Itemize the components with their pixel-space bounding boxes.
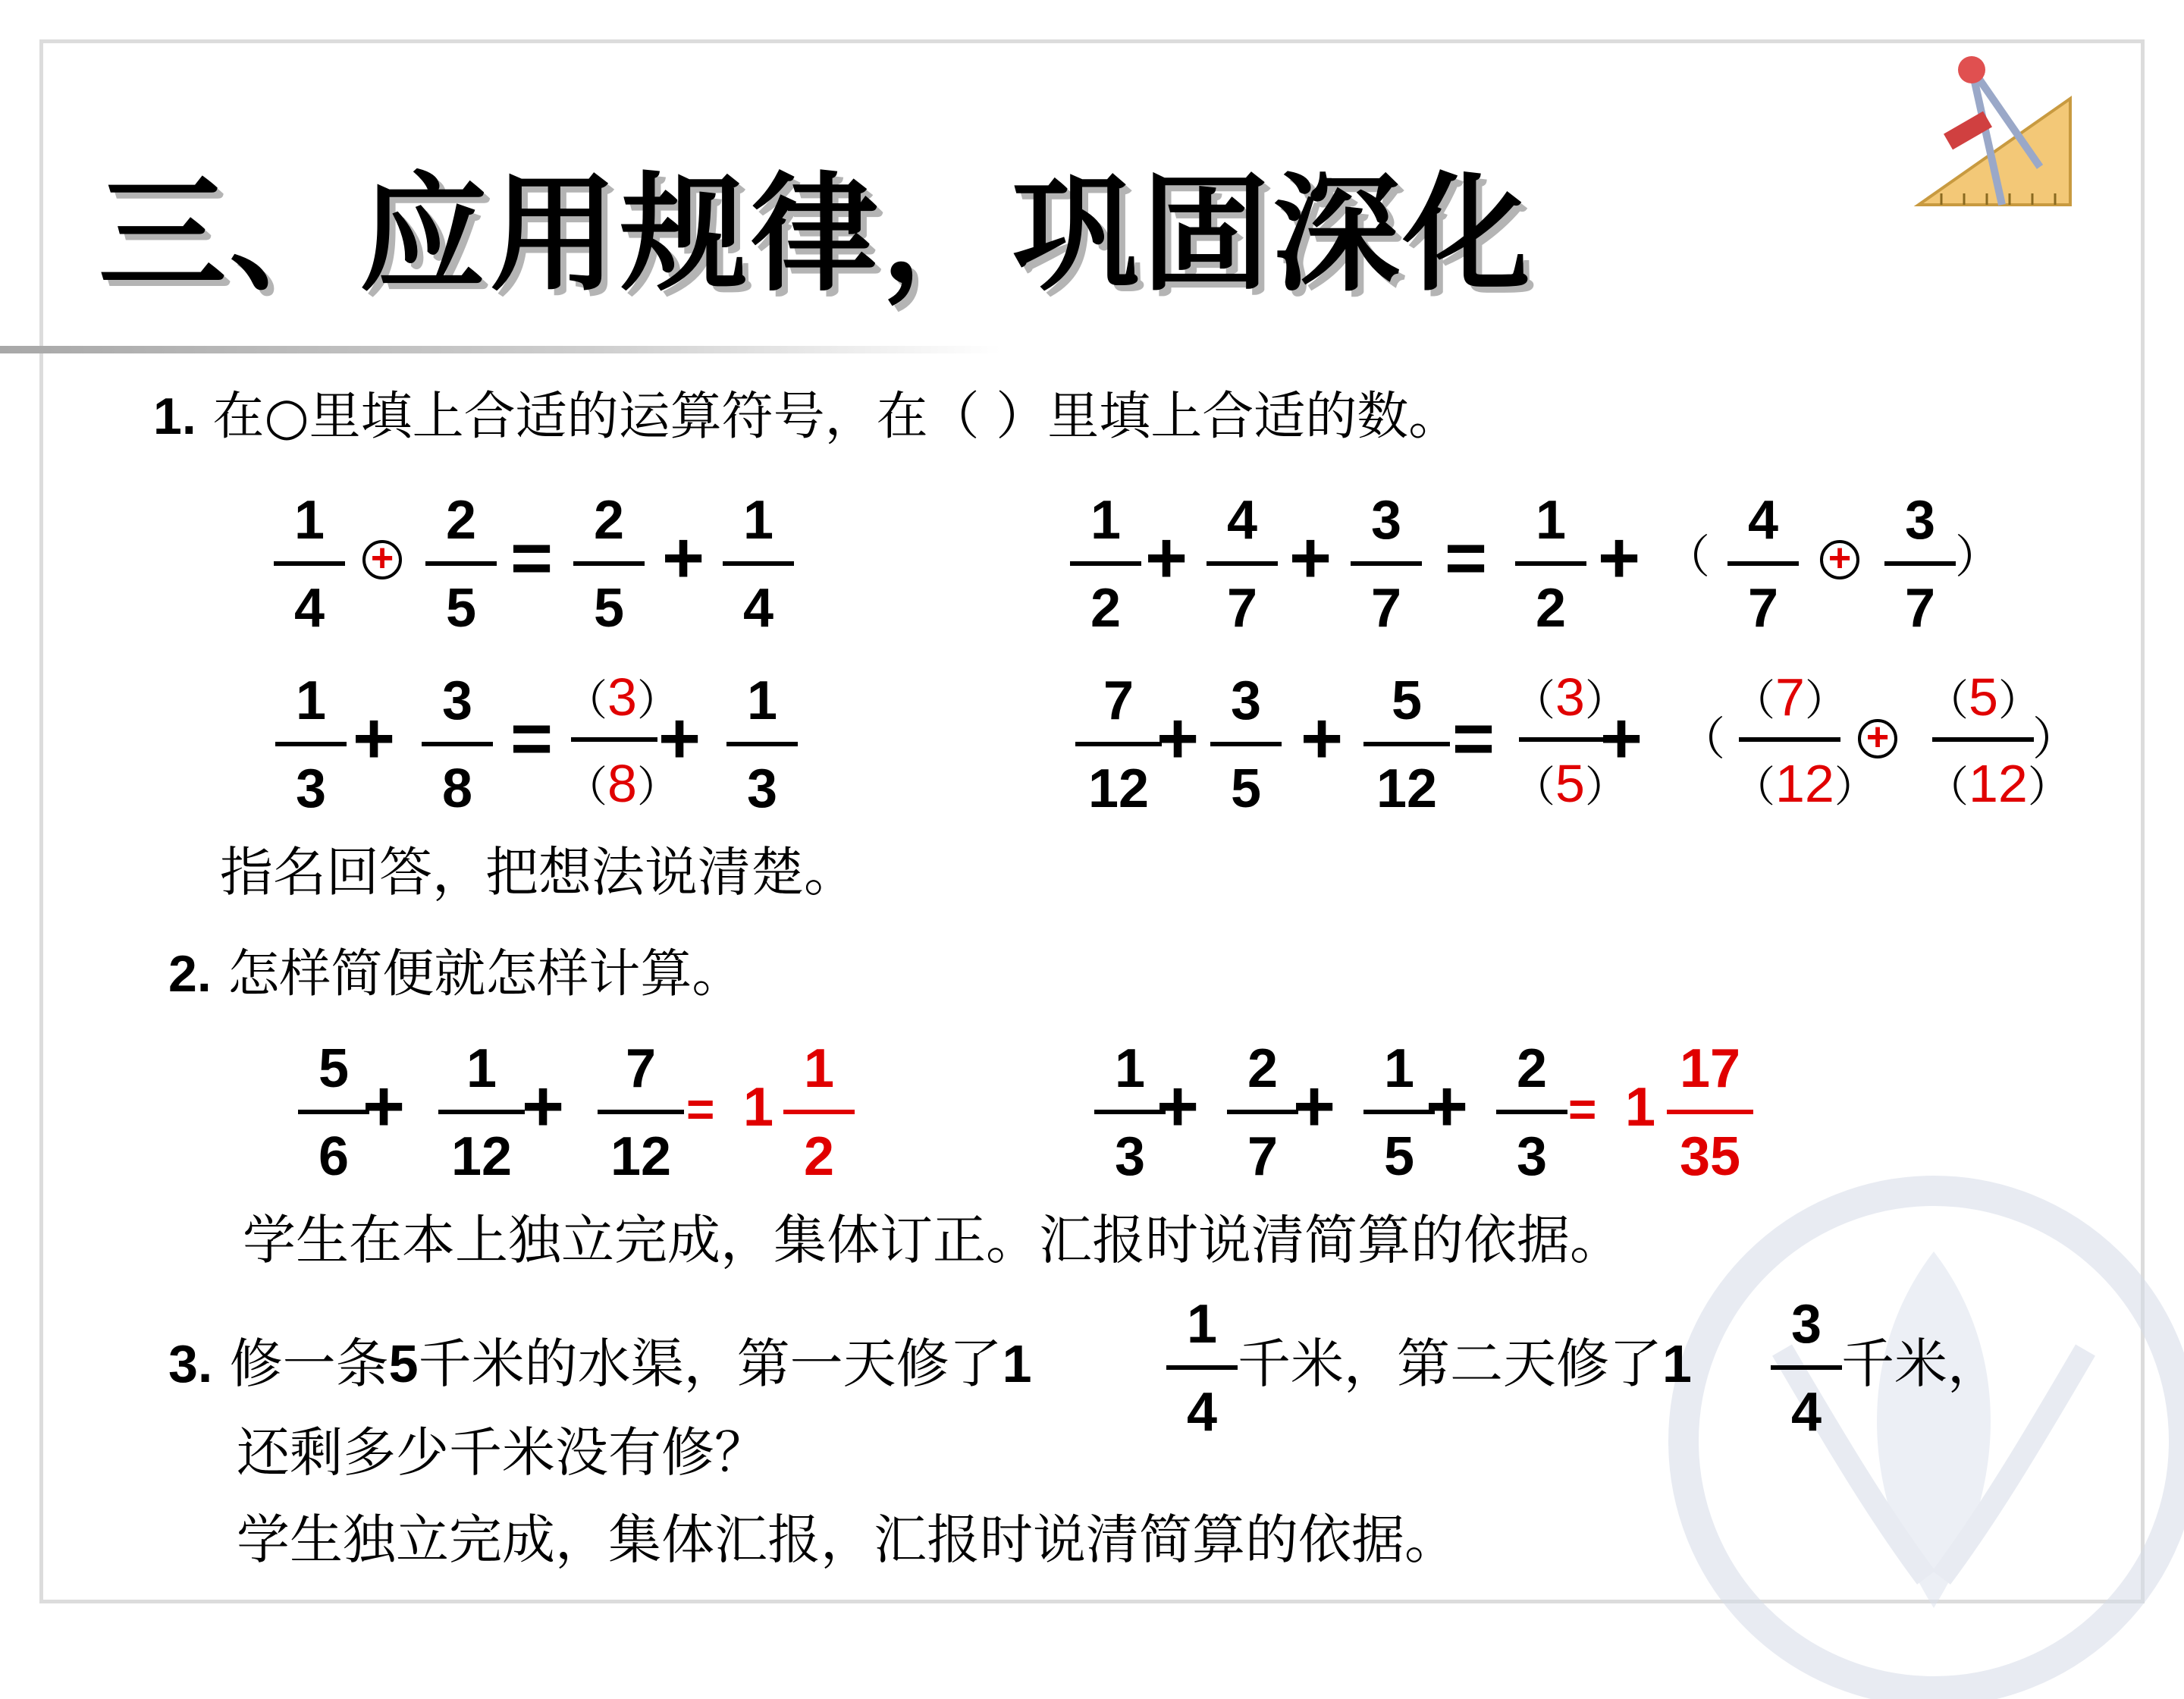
plus-sign: + (353, 698, 396, 779)
operator-circle[interactable]: + (1820, 540, 1859, 579)
equals-sign: = (686, 1082, 715, 1136)
plus-sign: + (1289, 517, 1332, 598)
fraction: 5 6 (292, 1041, 375, 1184)
q3-line1-mid: 千米，第二天修了1 (1238, 1333, 1692, 1395)
equals-sign: = (1568, 1082, 1597, 1136)
fraction: 2 3 (1490, 1041, 1574, 1184)
q2-number: 2. (168, 945, 212, 1003)
fraction: 1 4 (717, 493, 800, 636)
equals-sign: = (510, 698, 554, 779)
fraction: 4 7 (1200, 493, 1284, 636)
operator-circle[interactable]: + (1858, 719, 1897, 758)
title-rule (0, 346, 1001, 353)
answer-fraction[interactable]: （ 3 ） （ 5 ） (1513, 670, 1611, 810)
q1-number: 1. (153, 388, 196, 445)
answer-fraction: 17 35 (1661, 1041, 1759, 1184)
plus-sign: + (1293, 1066, 1336, 1147)
fraction: 1 2 (1064, 493, 1147, 636)
equals-sign: = (510, 517, 554, 598)
slide-title: 三、应用规律，巩固深化 (99, 160, 1533, 309)
fraction: 1 5 (1357, 1041, 1441, 1184)
plus-sign: + (1598, 517, 1641, 598)
plus-sign: + (522, 1066, 565, 1147)
fraction: 3 7 (1878, 493, 1962, 636)
q3-line2: 还剩多少千米没有修？ (237, 1421, 767, 1484)
plus-sign: + (362, 1066, 406, 1147)
plus-sign: + (1600, 698, 1643, 779)
q3-line1-end: 千米， (1841, 1333, 2000, 1395)
right-paren: ） (2032, 713, 2078, 766)
fraction: 2 5 (567, 493, 651, 636)
left-paren: （ (1680, 713, 1725, 766)
plus-sign: + (1426, 1066, 1469, 1147)
answer-fraction: 1 2 (777, 1041, 861, 1184)
fraction: 1 3 (720, 674, 804, 816)
plus-sign: + (1156, 698, 1200, 779)
q1-text: 在○里填上合适的运算符号，在（ ）里填上合适的数。 (212, 387, 1461, 447)
q1-instruction (153, 387, 1461, 447)
q2-note: 学生在本上独立完成，集体订正。汇报时说清简算的依据。 (243, 1209, 1623, 1271)
equals-sign: = (1452, 698, 1495, 779)
answer-whole: 1 (743, 1077, 774, 1138)
q3-line1: 3. 修一条5千米的水渠，第一天修了1 (168, 1333, 1032, 1395)
plus-sign: + (1301, 698, 1344, 779)
answer-fraction[interactable]: （ 5 ） （ 12 ） (1926, 670, 2040, 810)
right-paren: ） (1955, 531, 2000, 584)
q2-instruction (168, 944, 744, 1004)
plus-sign: + (1145, 517, 1188, 598)
fraction: 3 4 (1765, 1297, 1848, 1440)
fraction: 2 5 (419, 493, 503, 636)
q1-note: 指名回答，把想法说清楚。 (220, 841, 857, 903)
fraction: 2 7 (1221, 1041, 1304, 1184)
equals-sign: = (1445, 517, 1488, 598)
fraction: 7 12 (592, 1041, 690, 1184)
fraction: 1 3 (269, 674, 353, 816)
fraction: 1 2 (1509, 493, 1592, 636)
q3-note: 学生独立完成，集体汇报，汇报时说清简算的依据。 (237, 1509, 1458, 1571)
fraction: 1 4 (1160, 1297, 1244, 1440)
left-paren: （ (1665, 531, 1710, 584)
watermark-logo (1608, 1123, 2184, 1699)
compass-ruler-icon (1911, 53, 2085, 220)
fraction: 1 4 (268, 493, 351, 636)
fraction: 3 8 (416, 674, 499, 816)
fraction: 3 7 (1345, 493, 1428, 636)
fraction: 1 3 (1088, 1041, 1172, 1184)
answer-fraction[interactable]: （ 7 ） （ 12 ） (1733, 670, 1847, 810)
fraction: 1 12 (432, 1041, 531, 1184)
q2-text: 怎样简便就怎样计算。 (228, 944, 744, 1004)
fraction: 7 12 (1069, 674, 1168, 816)
plus-sign: + (658, 698, 701, 779)
fraction: 4 7 (1721, 493, 1805, 636)
plus-sign: + (662, 517, 705, 598)
answer-fraction[interactable]: （ 3 ） （ 8 ） (565, 670, 664, 810)
fraction: 5 12 (1357, 674, 1456, 816)
operator-circle[interactable]: + (362, 540, 402, 579)
answer-whole: 1 (1625, 1077, 1656, 1138)
plus-sign: + (1156, 1066, 1200, 1147)
fraction: 3 5 (1204, 674, 1288, 816)
